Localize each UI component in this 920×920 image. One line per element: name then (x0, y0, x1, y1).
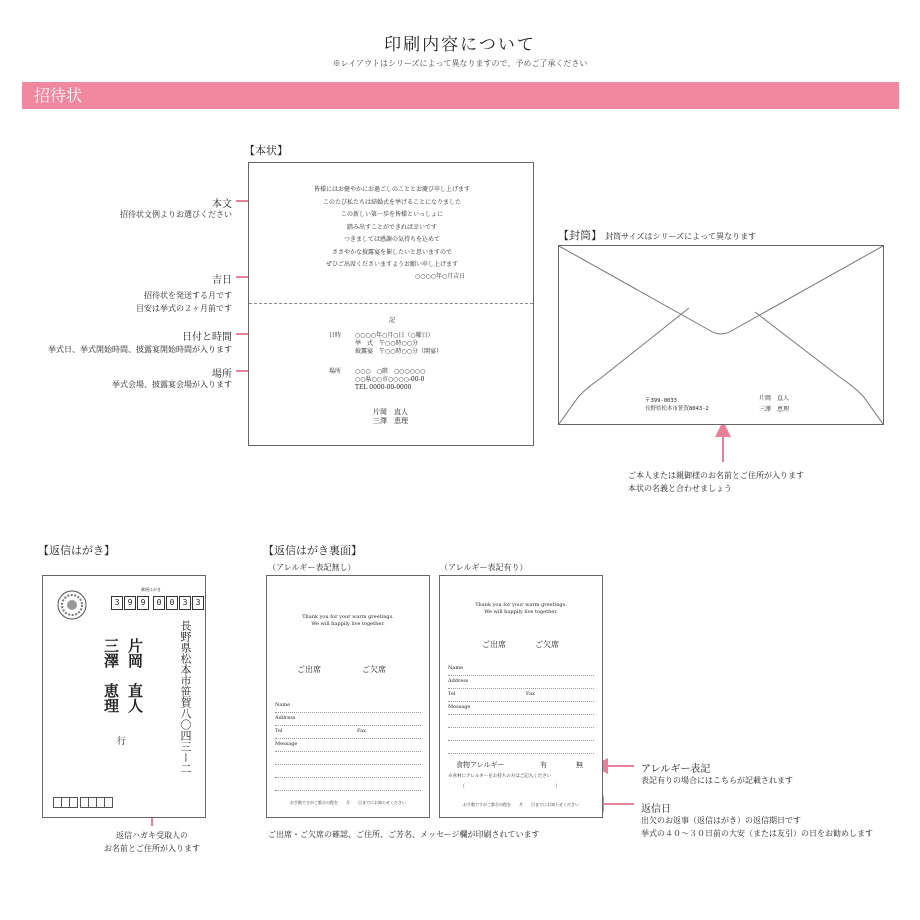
envelope-note-line: ご本人または親御様のお名前とご住所が入ります (628, 471, 804, 480)
tel-field (275, 726, 421, 739)
honjo-body (249, 184, 535, 272)
allergy-yes: 有 (540, 761, 547, 769)
attend-option: ご出席 (482, 640, 506, 649)
postcard-card (42, 575, 206, 818)
greeting (267, 614, 429, 628)
reply-date-title: 返信日 (641, 804, 671, 815)
fax-label: Fax (357, 728, 366, 734)
kichijitsu-note-line: 招待状を発送する月です (144, 291, 232, 300)
postcard-note-line: お名前とご住所が入ります (104, 843, 200, 853)
name-field: Name (275, 700, 421, 713)
postcard-note (82, 830, 222, 856)
postcard-name2: 三澤 恵理 (102, 638, 120, 713)
tel-label: Tel (448, 691, 456, 697)
kichijitsu-note (136, 290, 232, 316)
envelope-note-line: 本状の名義と合わせましょう (628, 483, 732, 493)
section-banner: 招待状 (22, 82, 899, 109)
zip-digit: 9 (137, 596, 149, 610)
datetime-label: 日時 (329, 332, 342, 339)
envelope-card (558, 245, 884, 425)
page-title: 印刷内容について (384, 35, 536, 55)
allergy-no: 無 (576, 761, 583, 769)
message-field: Message (275, 739, 421, 752)
address-field: Address (275, 713, 421, 726)
place-block (355, 368, 425, 392)
stamp-seal-icon (57, 590, 87, 620)
variant-a-label: （アレルギー表記無し） (268, 563, 356, 572)
honjo-section-label: 【本状】 (244, 144, 288, 157)
message-line (275, 752, 421, 765)
datetime-title: 日付と時間 (182, 332, 232, 343)
greeting-line: Thank you for your warm greetings. (302, 614, 394, 620)
deadline-text: お手数ですがご都合の程を 月 日までにお知らせください (463, 802, 579, 807)
reply-date-desc (641, 815, 873, 841)
message-line (275, 765, 421, 778)
envelope-header (558, 227, 756, 243)
greeting-line: We will happily live together. (484, 608, 558, 615)
envelope-name: 三澤 恵理 (759, 405, 790, 413)
reply-form-b (448, 663, 594, 754)
message-line (448, 715, 594, 728)
body-line: 皆様にはお健やかにお過ごしのこととお慶び申し上げます (313, 186, 470, 193)
envelope-address: 長野県松本市笹賀8043-2 (645, 406, 709, 412)
envelope-section-note: 封筒サイズはシリーズによって異なります (605, 232, 757, 241)
envelope-names (759, 394, 789, 416)
postcard-note-line: 返信ハガキ受取人の (116, 831, 188, 840)
place-line: ○○県○○市○○○○-00-0 (355, 376, 425, 384)
sender-zip-boxes (53, 797, 113, 808)
body-line: ささやかな披露宴を催したいと思いますので (331, 248, 452, 256)
place-note: 挙式会場、披露宴会場が入ります (112, 380, 232, 389)
name-field: Name (448, 663, 594, 676)
body-line: つきましては感謝の気持ちを込めて (343, 236, 440, 243)
zip-digit: 3 (111, 596, 123, 610)
message-line (448, 728, 594, 741)
allergy-label: 食物アレルギー (456, 761, 505, 769)
place-label: 場所 (329, 368, 342, 375)
allergy-annotation-title: アレルギー表記 (641, 764, 711, 775)
datetime-line: ○○○○年○月○日（○曜日） (355, 332, 434, 339)
zip-boxes (111, 596, 204, 610)
allergy-note: ※食材にアレルギーをお持ちの方はご記入ください (448, 774, 552, 779)
envelope-note (628, 470, 804, 496)
tel-field (448, 689, 594, 702)
name-line: 三澤 恵理 (373, 417, 408, 426)
attend-option: ご出席 (297, 665, 321, 674)
zip-digit: 9 (124, 596, 136, 610)
postcard-suffix: 行 (117, 737, 127, 747)
envelope-section-label: 【封筒】 (558, 229, 602, 242)
message-line (275, 778, 421, 791)
allergy-annotation-desc: 表記有りの場合にはこちらが記載されます (641, 776, 793, 785)
reply-bottom-note: ご出席・ご欠席の確認、ご住所、ご芳名、メッセージ欄が印刷されています (268, 830, 540, 839)
envelope-flap-lines (559, 246, 883, 424)
envelope-name: 片岡 直人 (759, 395, 790, 402)
datetime-line: 挙 式 午○○時○○分 (355, 340, 418, 348)
message-field: Message (448, 702, 594, 715)
reply-card-no-allergy (266, 575, 430, 818)
absent-option: ご欠席 (362, 665, 386, 674)
body-line: ぜひご出席くださいますようお願い申し上げます (325, 261, 458, 268)
honbun-title: 本文 (212, 199, 232, 210)
greeting-line: Thank you for your warm greetings. (475, 602, 567, 608)
reply-section-label: 【返信はがき裏面】 (263, 544, 362, 557)
kichijitsu-title: 吉日 (212, 275, 232, 286)
reply-form-a (275, 700, 421, 791)
allergy-paren: （ ） (460, 784, 561, 790)
datetime-note: 挙式日、挙式開始時間、披露宴開始時間が入ります (48, 345, 232, 354)
place-line: TEL 0000-00-0000 (355, 384, 412, 392)
postcard-section-label: 【返信はがき】 (38, 544, 115, 557)
place-title: 場所 (212, 369, 232, 380)
name-line: 片岡 直人 (373, 408, 408, 416)
body-line: 踏み出すことができれば幸いです (346, 223, 437, 231)
datetime-block (355, 332, 442, 356)
body-line: この新しい第一歩を皆様といっしょに (340, 211, 443, 218)
tel-label: Tel (275, 728, 283, 734)
ki-label: 記 (388, 317, 395, 324)
zip-digit: 3 (179, 596, 191, 610)
postcard-header: 郵便はがき (141, 587, 161, 592)
variant-b-label: （アレルギー表記有り） (440, 563, 528, 572)
fax-label: Fax (526, 691, 535, 697)
address-field: Address (448, 676, 594, 689)
page-subtitle: ※レイアウトはシリーズによって異なりますので、予めご了承ください (332, 59, 588, 68)
datetime-line: 披露宴 午○○時○○分（開宴） (355, 348, 442, 356)
zip-digit: 0 (166, 596, 178, 610)
honjo-card (248, 162, 534, 446)
honjo-names (373, 408, 408, 427)
kichijitsu-date: ○○○○年○月吉日 (415, 273, 466, 280)
envelope-zip: 〒399-0033 (645, 398, 677, 404)
honbun-note: 招待状文例よりお選びください (120, 210, 232, 219)
reply-date-desc-line: 出欠のお返事（返信はがき）の返信期日です (641, 816, 801, 825)
postcard-address: 長野県松本市笹賀八〇四三ー二 (179, 620, 192, 774)
greeting-line: We will happily live together. (311, 620, 385, 627)
divider (249, 303, 533, 304)
envelope-address-block (645, 396, 709, 412)
postcard-name1: 片岡 直人 (126, 638, 144, 713)
place-line: ○○○ ○階 ○○○○○○ (355, 368, 426, 375)
reply-card-allergy (439, 575, 603, 818)
deadline-text: お手数ですがご都合の程を 月 日までにお知らせください (290, 800, 406, 805)
reply-date-desc-line: 挙式の４０～３０日前の大安（または友引）の日をお勧めします (641, 828, 873, 838)
zip-digit: 0 (153, 596, 165, 610)
body-line: このたび私たちは結婚式を挙げることになりました (322, 198, 461, 206)
zip-digit: 3 (192, 596, 204, 610)
greeting (440, 602, 602, 616)
kichijitsu-note-line: 目安は挙式の２ヶ月前です (136, 303, 232, 313)
message-line (448, 741, 594, 754)
absent-option: ご欠席 (535, 640, 559, 649)
